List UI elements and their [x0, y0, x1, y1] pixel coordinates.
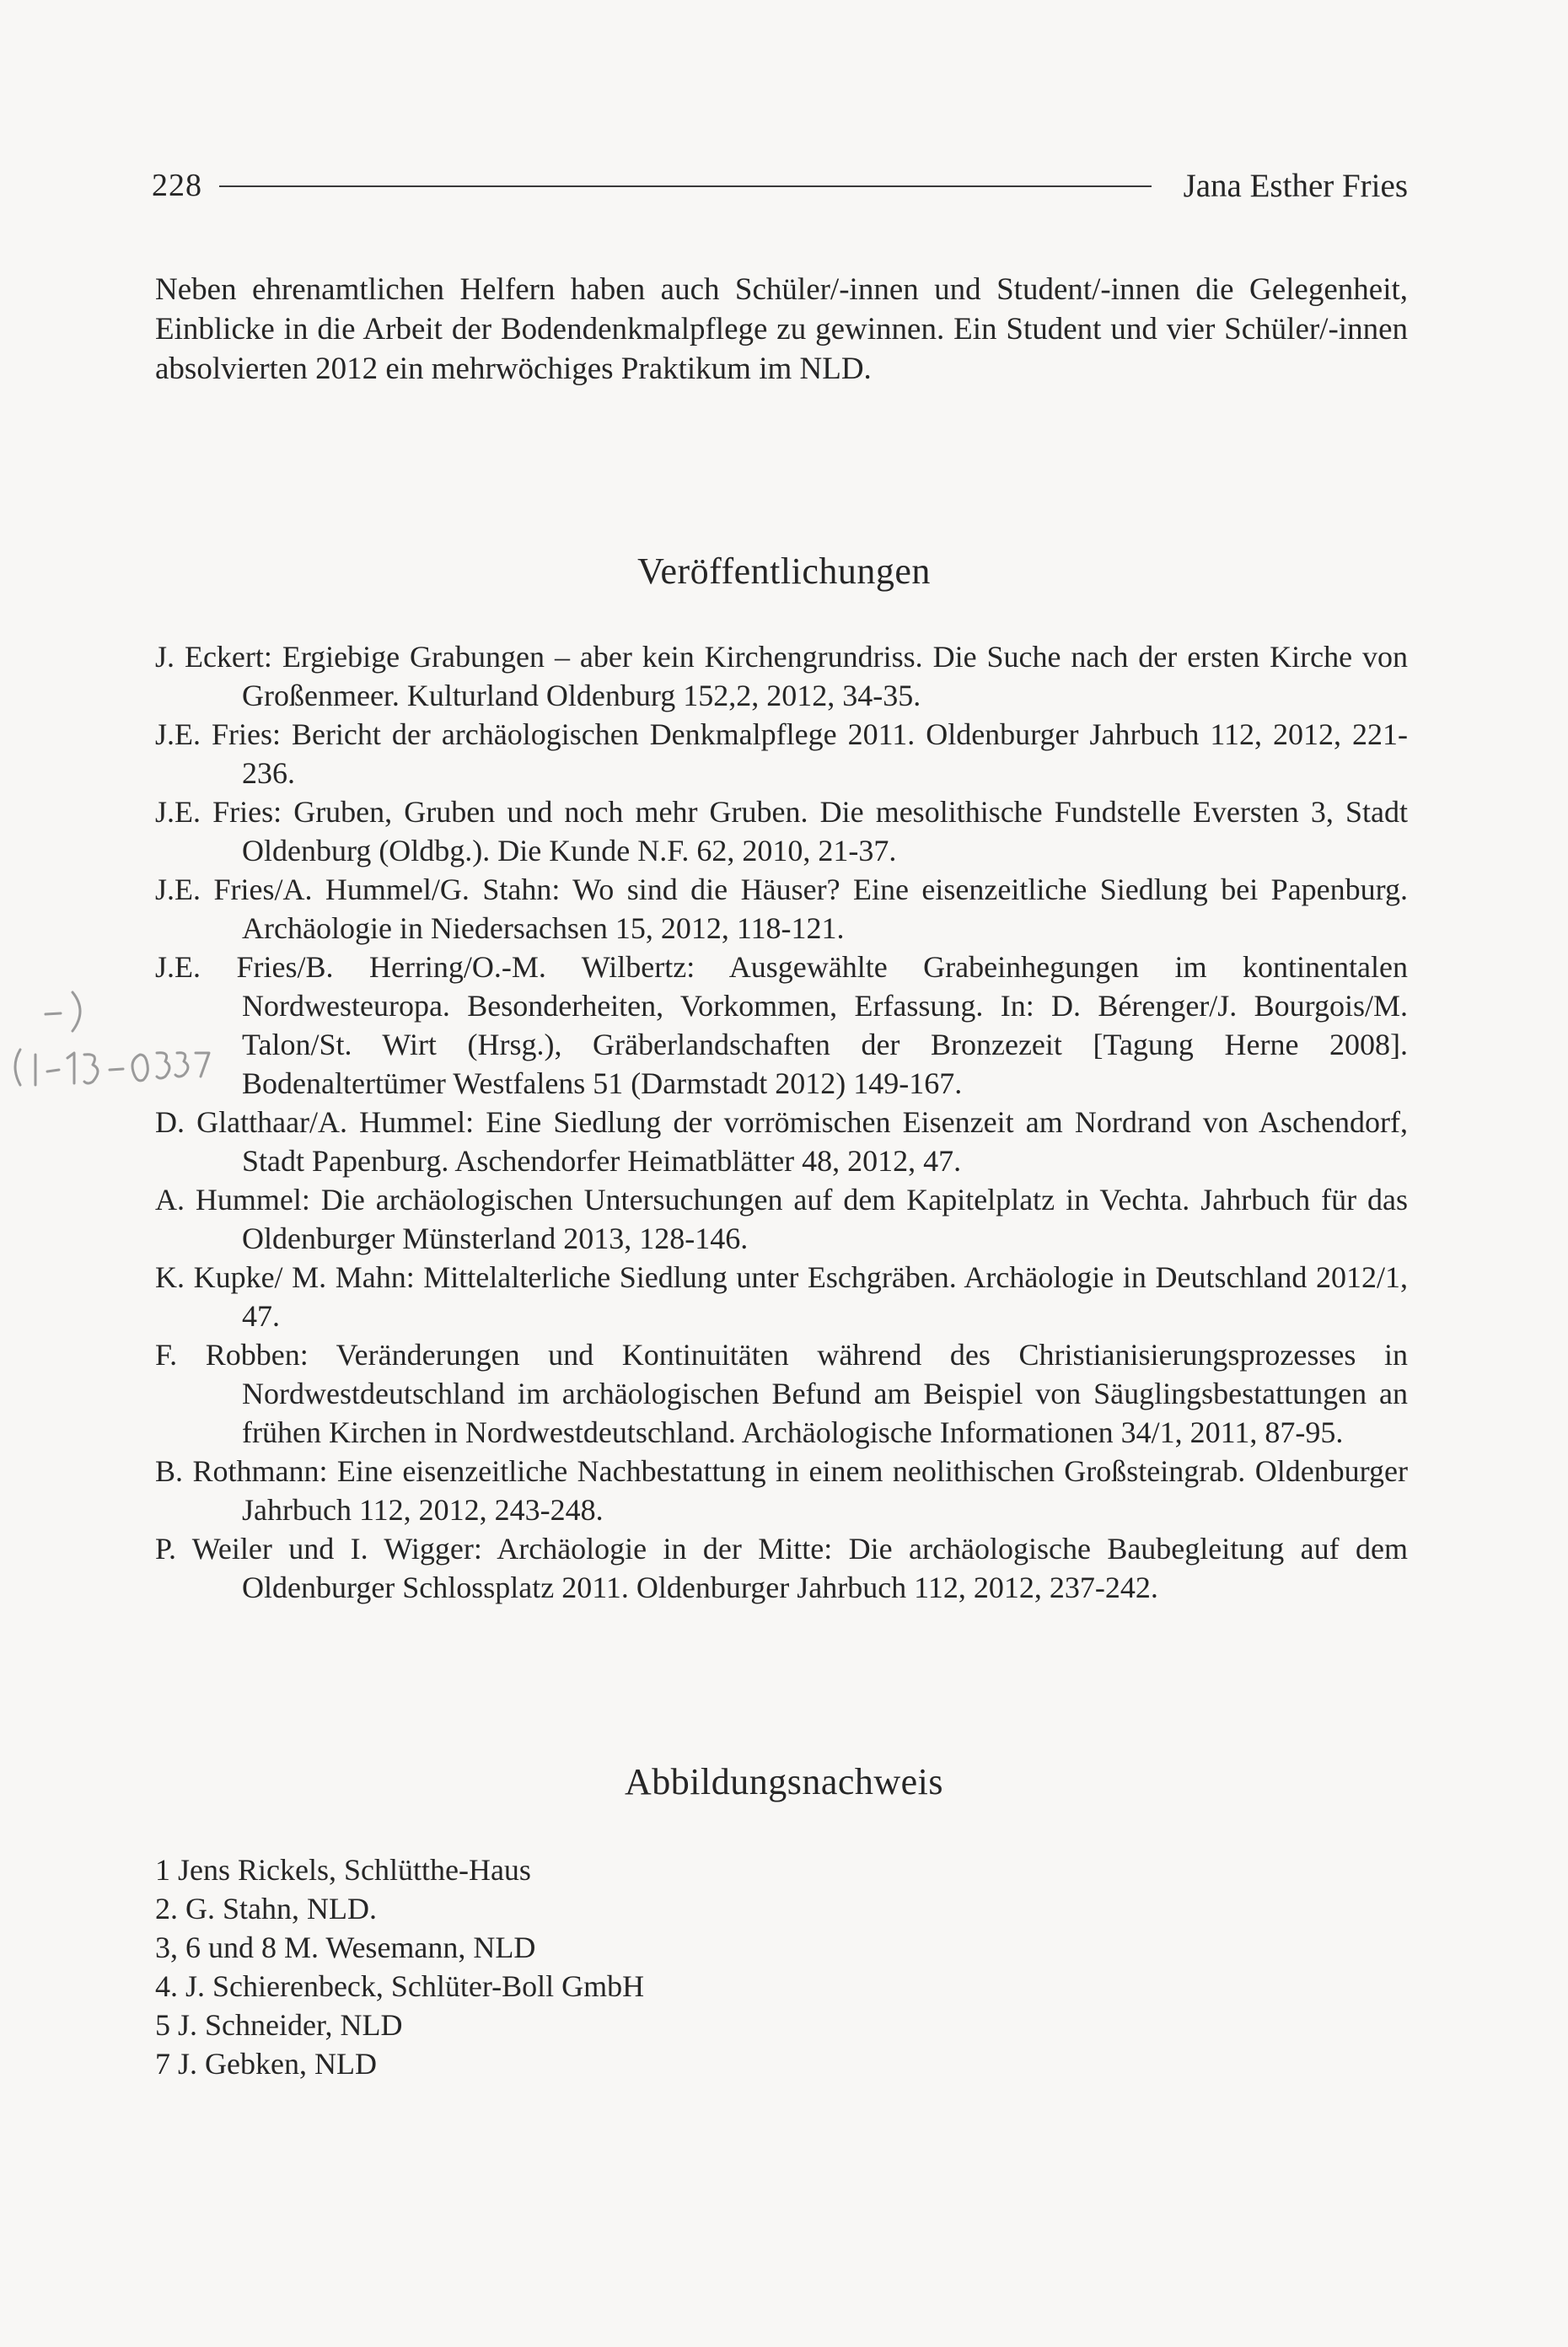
publication-entry: J.E. Fries/B. Herring/O.-M. Wilbertz: Ausgewählte Grabeinhegungen im kontinentalen Nordwesteuropa. Besonderheiten, Vorkommen, Erfassung. In: D. Bérenger/J. Bourgois/M. Talon/St. Wirt (Hrsg.), Gräberlandschaften der Bronzezeit [Tagung Herne 2008]. Bodenaltertümer Westfalens 51 (Darmstadt 2012) 149-167. — [155, 950, 1408, 1100]
running-header-author: Jana Esther Fries — [1183, 167, 1408, 204]
publication-entry: P. Weiler und I. Wigger: Archäologie in der Mitte: Die archäologische Baubegleitung auf dem Oldenburger Schlossplatz 2011. Oldenburger Jahrbuch 112, 2012, 237-242. — [155, 1532, 1408, 1604]
page-number: 228 — [152, 168, 202, 203]
publication-entry: B. Rothmann: Eine eisenzeitliche Nachbestattung in einem neolithischen Großsteingrab. Oldenburger Jahrbuch 112, 2012, 243-248. — [155, 1454, 1408, 1527]
image-credits-list — [155, 1850, 644, 2083]
publication-entry: J.E. Fries: Bericht der archäologischen Denkmalpflege 2011. Oldenburger Jahrbuch 112, 2012, 221-236. — [155, 717, 1408, 790]
publications-heading: Veröffentlichungen — [637, 550, 931, 592]
publication-entry: D. Glatthaar/A. Hummel: Eine Siedlung der vorrömischen Eisenzeit am Nordrand von Aschendorf, Stadt Papenburg. Aschendorfer Heimatblätter 48, 2012, 47. — [155, 1105, 1408, 1178]
credit-entry: 3, 6 und 8 M. Wesemann, NLD — [155, 1931, 536, 1964]
credit-entry: 1 Jens Rickels, Schlütthe-Haus — [155, 1853, 531, 1887]
publication-entry: J. Eckert: Ergiebige Grabungen – aber kein Kirchengrundriss. Die Suche nach der ersten Kirche von Großenmeer. Kulturland Oldenburg 152,2, 2012, 34-35. — [155, 640, 1408, 712]
intro-paragraph: Neben ehrenamtlichen Helfern haben auch Schüler/-innen und Student/-innen die Gelegenheit, Einblicke in die Arbeit der Bodendenkmalpflege zu gewinnen. Ein Student und vier Schüler/-innen absolvierten 2012 ein mehrwöchiges Praktikum im NLD. — [155, 272, 1408, 386]
publication-entry: A. Hummel: Die archäologischen Untersuchungen auf dem Kapitelplatz in Vechta. Jahrbuch für das Oldenburger Münsterland 2013, 128-146. — [155, 1183, 1408, 1255]
image-credits-heading: Abbildungsnachweis — [624, 1761, 944, 1802]
credit-entry: 7 J. Gebken, NLD — [155, 2047, 377, 2081]
publication-entry: J.E. Fries/A. Hummel/G. Stahn: Wo sind die Häuser? Eine eisenzeitliche Siedlung bei Papenburg. Archäologie in Niedersachsen 15, 2012, 118-121. — [155, 873, 1408, 945]
credit-entry: 4. J. Schierenbeck, Schlüter-Boll GmbH — [155, 1969, 645, 2003]
running-header — [152, 160, 1408, 211]
publication-entry: J.E. Fries: Gruben, Gruben und noch mehr Gruben. Die mesolithische Fundstelle Eversten 3, Stadt Oldenburg (Oldbg.). Die Kunde N.F. 62, 2010, 21-37. — [155, 795, 1408, 867]
publication-entry: K. Kupke/ M. Mahn: Mittelalterliche Siedlung unter Eschgräben. Archäologie in Deutschland 2012/1, 47. — [155, 1260, 1408, 1333]
publication-entry: F. Robben: Veränderungen und Kontinuitäten während des Christianisierungsprozesses in Nordwestdeutschland im archäologischen Befund am Beispiel von Säuglingsbestattungen an frühen Kirchen in Nordwestdeutschland. Archäologische Informationen 34/1, 2011, 87-95. — [155, 1338, 1408, 1449]
handwritten-margin-note — [5, 982, 250, 1109]
publications-list — [155, 637, 1408, 1607]
credit-entry: 2. G. Stahn, NLD. — [155, 1892, 377, 1925]
credit-entry: 5 J. Schneider, NLD — [155, 2008, 403, 2042]
header-rule — [219, 185, 1152, 187]
